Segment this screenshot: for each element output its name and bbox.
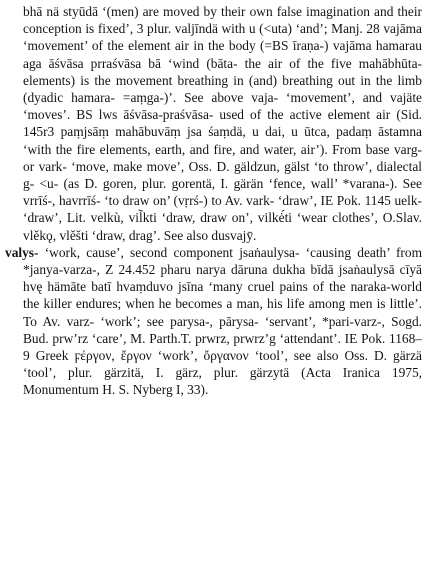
dictionary-entry-valys: [5, 244, 422, 399]
entry-headword: valys-: [5, 244, 39, 260]
entry-definition: ‘work, cause’, second component jsaṅaulysa- ‘causing death’ from *janya-varza-, Z 24.452 pharu narya dāruna dukha bīdā jsaṅaulysā cīyā hvę hämāte batī hvaṃduvo jsīna ‘many cruel pains of the naraka-world the killer endures; when he becomes a man, his life among men is little’. To Av. varz- ‘work’; see parysa-, pārysa- ‘servant’, *pari-varz-, Sogd. Bud. prw’rz ‘care’, M. Parth.T. prwrz, prwrz’g ‘attendant’. IE Pok. 1168–9 Greek ϝέργον, ἔργον ‘work’, ὄργανον ‘tool’, see also Oss. D. gärzä ‘tool’, plur. gärzitä, I. gärz, plur. gärzytä (Acta Iranica 1975, Monumentum H. S. Nyberg I, 33).: [23, 244, 422, 398]
entry-continuation: bhā nä styūdā ‘(men) are moved by their own false imagination and their conception is fixed’, 3 plur. valjīndä with u (<uta) ‘and’; Manj. 28 vajāma ‘movement’ of the element air in the body (=BS īraṇa-) vajāma hamarau aga āśvāsa prraśvāsa bā ‘wind (bāta- the air of the five mahābhūta- elements) is the movement breathing in (and) breathing out in the limb (dyadic hamara- =aṃga-)’. See above vaja- ‘movement’, and vajäte ‘moves’. BS lws āśvāsa-praśvāsa- used of the active element air (Sid. 145r3 paṃjsāṃ mahābuvāṃ jsa śaṃdä, u dai, u ūtca, padaṃ āstamna ‘with the fire elements, earth, and fire, and water, air’). From base varg- or vark- ‘move, make move’, Oss. D. gäldzun, gälst ‘to throw’, dialectal g- <u- (as D. goren, plur. gorentä, I. gärän ‘fence, wall’ *varana-). See vrrīś-, havrrīś- ‘to draw on’ (vṛrś-) to Av. vark- ‘draw’, IE Pok. 1145 uelk- ‘draw’, Lit. velkù, vil̃kti ‘draw, draw on’, vilkė́ti ‘wear clothes’, O.Slav. vlěkǫ, vlěšti ‘draw, drag’. See also dusvajȳ.: [23, 4, 422, 243]
